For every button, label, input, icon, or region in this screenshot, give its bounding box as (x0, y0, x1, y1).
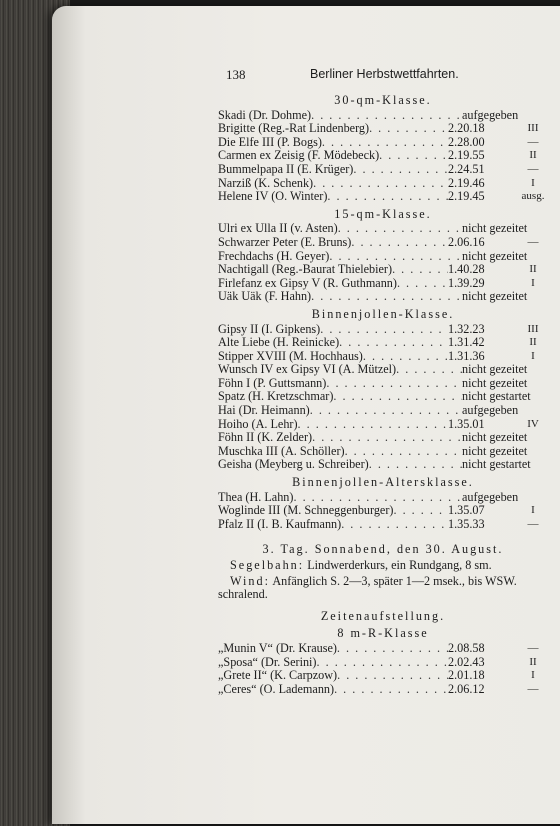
results-altersklasse (218, 491, 548, 532)
boat-name: Narziß (K. Schenk) (218, 175, 314, 190)
result-row (218, 190, 548, 204)
dot-leader (293, 491, 462, 505)
dot-leader (320, 323, 448, 337)
finish-time: nicht gezeitet (462, 375, 528, 390)
section-title-binnenjollen: Binnenjollen-Klasse. (311, 306, 455, 321)
result-row (218, 163, 548, 177)
result-row (218, 236, 548, 250)
dot-leader (397, 277, 448, 291)
finish-time: nicht gezeitet (462, 221, 528, 236)
placing: IV (527, 417, 539, 430)
boat-name: Thea (H. Lahn) (218, 489, 294, 504)
section-title-altersklasse: Binnenjollen-Altersklasse. (292, 475, 474, 490)
dot-leader (341, 518, 448, 532)
boat-name: Helene IV (O. Winter) (218, 189, 328, 204)
boat-name: Spatz (H. Kretzschmar) (218, 389, 334, 404)
boat-name: Muschka III (A. Schöller) (218, 443, 345, 458)
result-row (218, 458, 548, 472)
placing: — (527, 162, 539, 175)
finish-time: 2.06.16 (448, 234, 485, 249)
placing: II (529, 149, 537, 162)
result-row (218, 404, 548, 418)
dot-leader (351, 236, 448, 250)
finish-time: nicht gezeitet (462, 443, 528, 458)
result-row (218, 656, 548, 670)
placing: I (531, 276, 535, 289)
boat-name: Hoiho (A. Lehr) (218, 416, 298, 431)
boat-name: Schwarzer Peter (E. Bruns) (218, 234, 352, 249)
result-row (218, 177, 548, 191)
boat-name: Woglinde III (M. Schneggenburger) (218, 503, 394, 518)
finish-time: 2.28.00 (448, 134, 485, 149)
class-title-8mr: 8 m-R-Klasse (337, 626, 429, 641)
placing: ausg. (521, 190, 545, 203)
results-15qm (218, 222, 548, 304)
finish-time: 2.06.12 (448, 681, 485, 696)
boat-name: Die Elfe III (P. Bogs) (218, 134, 322, 149)
section-title-15qm: 15-qm-Klasse. (334, 206, 432, 221)
dot-leader (312, 431, 462, 445)
dot-leader (353, 163, 448, 177)
boat-name: Bummelpapa II (E. Krüger) (218, 161, 354, 176)
finish-time: 2.08.58 (448, 640, 485, 655)
boat-name: Frechdachs (H. Geyer) (218, 248, 330, 263)
dot-leader (298, 418, 448, 432)
page-content (218, 68, 548, 696)
result-row (218, 122, 548, 136)
result-row (218, 263, 548, 277)
result-row (218, 136, 548, 150)
finish-time: nicht gezeitet (462, 430, 528, 445)
dot-leader (311, 109, 462, 123)
placing: II (529, 263, 537, 276)
boat-name: Alte Liebe (H. Reinicke) (218, 335, 340, 350)
finish-time: 1.31.36 (448, 348, 485, 363)
dot-leader (363, 350, 448, 364)
boat-name: Nachtigall (Reg.-Baurat Thielebier) (218, 262, 393, 277)
finish-time: 1.31.42 (448, 335, 485, 350)
result-row (218, 518, 548, 532)
dot-leader (393, 504, 448, 518)
result-row (218, 390, 548, 404)
finish-time: aufgegeben (462, 489, 519, 504)
boat-name: Skadi (Dr. Dohme) (218, 107, 312, 122)
boat-name: Föhn I (P. Guttsmann) (218, 375, 327, 390)
dot-leader (327, 190, 448, 204)
segelbahn-label: Segelbahn: (230, 558, 305, 572)
placing: III (527, 122, 539, 135)
segelbahn-text: Lindwerderkurs, ein Rundgang, 8 sm. (307, 558, 492, 572)
placing: II (529, 336, 537, 349)
dot-leader (338, 222, 462, 236)
dot-leader (369, 458, 462, 472)
placing: I (531, 669, 535, 682)
dot-leader (329, 250, 462, 264)
dot-leader (317, 656, 449, 670)
result-row (218, 683, 548, 697)
finish-time: 2.19.55 (448, 148, 485, 163)
dot-leader (337, 669, 448, 683)
finish-time: aufgegeben (462, 403, 519, 418)
page-header (218, 68, 548, 90)
finish-time: nicht gezeitet (462, 362, 528, 377)
placing: II (529, 655, 537, 668)
placing: III (527, 322, 539, 335)
finish-time: 1.32.23 (448, 321, 485, 336)
boat-name: „Munin V“ (Dr. Krause) (218, 640, 337, 655)
boat-name: „Grete II“ (K. Carpzow) (218, 668, 338, 683)
dot-leader (310, 404, 462, 418)
dot-leader (334, 683, 448, 697)
finish-time: nicht gestartet (462, 457, 531, 472)
results-30qm (218, 109, 548, 204)
wind-label: Wind: (230, 573, 270, 588)
page-number: 138 (226, 67, 246, 82)
result-row (218, 669, 548, 683)
times-title: Zeitenaufstellung. (320, 608, 446, 623)
placing: — (527, 235, 539, 248)
result-row (218, 222, 548, 236)
boat-name: Wunsch IV ex Gipsy VI (A. Mützel) (218, 362, 397, 377)
finish-time: 1.35.07 (448, 503, 485, 518)
day-heading: 3. Tag. Sonnabend, den 30. August. (262, 542, 504, 557)
dot-leader (333, 390, 462, 404)
section-title-30qm: 30-qm-Klasse. (334, 93, 432, 107)
boat-name: Uäk Uäk (F. Hahn) (218, 289, 312, 304)
result-row (218, 149, 548, 163)
wind-text: Anfänglich S. 2—3, später 1—2 msek., bis WSW. schralend. (218, 573, 517, 602)
result-row (218, 504, 548, 518)
placing: — (527, 135, 539, 148)
placing: — (527, 682, 539, 695)
result-row (218, 336, 548, 350)
result-row (218, 445, 548, 459)
boat-name: Gipsy II (I. Gipkens) (218, 321, 321, 336)
result-row (218, 377, 548, 391)
boat-name: Firlefanz ex Gipsy V (R. Guthmann) (218, 275, 397, 290)
boat-name: Carmen ex Zeisig (F. Mödebeck) (218, 148, 380, 163)
result-row (218, 642, 548, 656)
boat-name: Geisha (Meyberg u. Schreiber) (218, 457, 369, 472)
dot-leader (311, 290, 462, 304)
finish-time: nicht gezeitet (462, 248, 528, 263)
boat-name: Ulri ex Ulla II (v. Asten) (218, 221, 338, 236)
boat-name: Brigitte (Reg.-Rat Lindenberg) (218, 121, 370, 136)
wind-paragraph (218, 575, 548, 602)
result-row (218, 491, 548, 505)
boat-name: Hai (Dr. Heimann) (218, 403, 310, 418)
result-row (218, 250, 548, 264)
dot-leader (392, 263, 448, 277)
result-row (218, 277, 548, 291)
placing: I (531, 504, 535, 517)
finish-time: aufgegeben (462, 107, 519, 122)
boat-name: Stipper XVIII (M. Hochhaus) (218, 348, 363, 363)
dot-leader (369, 122, 448, 136)
finish-time: 1.35.01 (448, 416, 485, 431)
placing: I (531, 349, 535, 362)
boat-name: „Sposa“ (Dr. Serini) (218, 654, 317, 669)
finish-time: nicht gestartet (462, 389, 531, 404)
results-binnenjollen (218, 323, 548, 473)
segelbahn-paragraph (218, 559, 548, 573)
result-row (218, 418, 548, 432)
dot-leader (313, 177, 448, 191)
finish-time: 2.02.43 (448, 654, 485, 669)
finish-time: 2.19.46 (448, 175, 485, 190)
result-row (218, 363, 548, 377)
finish-time: 2.24.51 (448, 161, 485, 176)
finish-time: 2.20.18 (448, 121, 485, 136)
dot-leader (396, 363, 462, 377)
dot-leader (339, 336, 448, 350)
dot-leader (345, 445, 462, 459)
result-row (218, 109, 548, 123)
boat-name: Pfalz II (I. B. Kaufmann) (218, 516, 342, 531)
dot-leader (322, 136, 448, 150)
finish-time: 1.35.33 (448, 516, 485, 531)
placing: — (527, 641, 539, 654)
placing: I (531, 176, 535, 189)
boat-name: Föhn II (K. Zelder) (218, 430, 313, 445)
finish-time: 2.01.18 (448, 668, 485, 683)
dot-leader (326, 377, 462, 391)
running-title: Berliner Herbstwettfahrten. (310, 67, 459, 81)
boat-name: „Ceres“ (O. Lademann) (218, 681, 335, 696)
result-row (218, 431, 548, 445)
finish-time: 1.39.29 (448, 275, 485, 290)
results-8mr (218, 642, 548, 696)
finish-time: 1.40.28 (448, 262, 485, 277)
result-row (218, 290, 548, 304)
placing: — (527, 517, 539, 530)
finish-time: nicht gezeitet (462, 289, 528, 304)
dot-leader (379, 149, 448, 163)
finish-time: 2.19.45 (448, 189, 485, 204)
result-row (218, 323, 548, 337)
dot-leader (337, 642, 448, 656)
result-row (218, 350, 548, 364)
